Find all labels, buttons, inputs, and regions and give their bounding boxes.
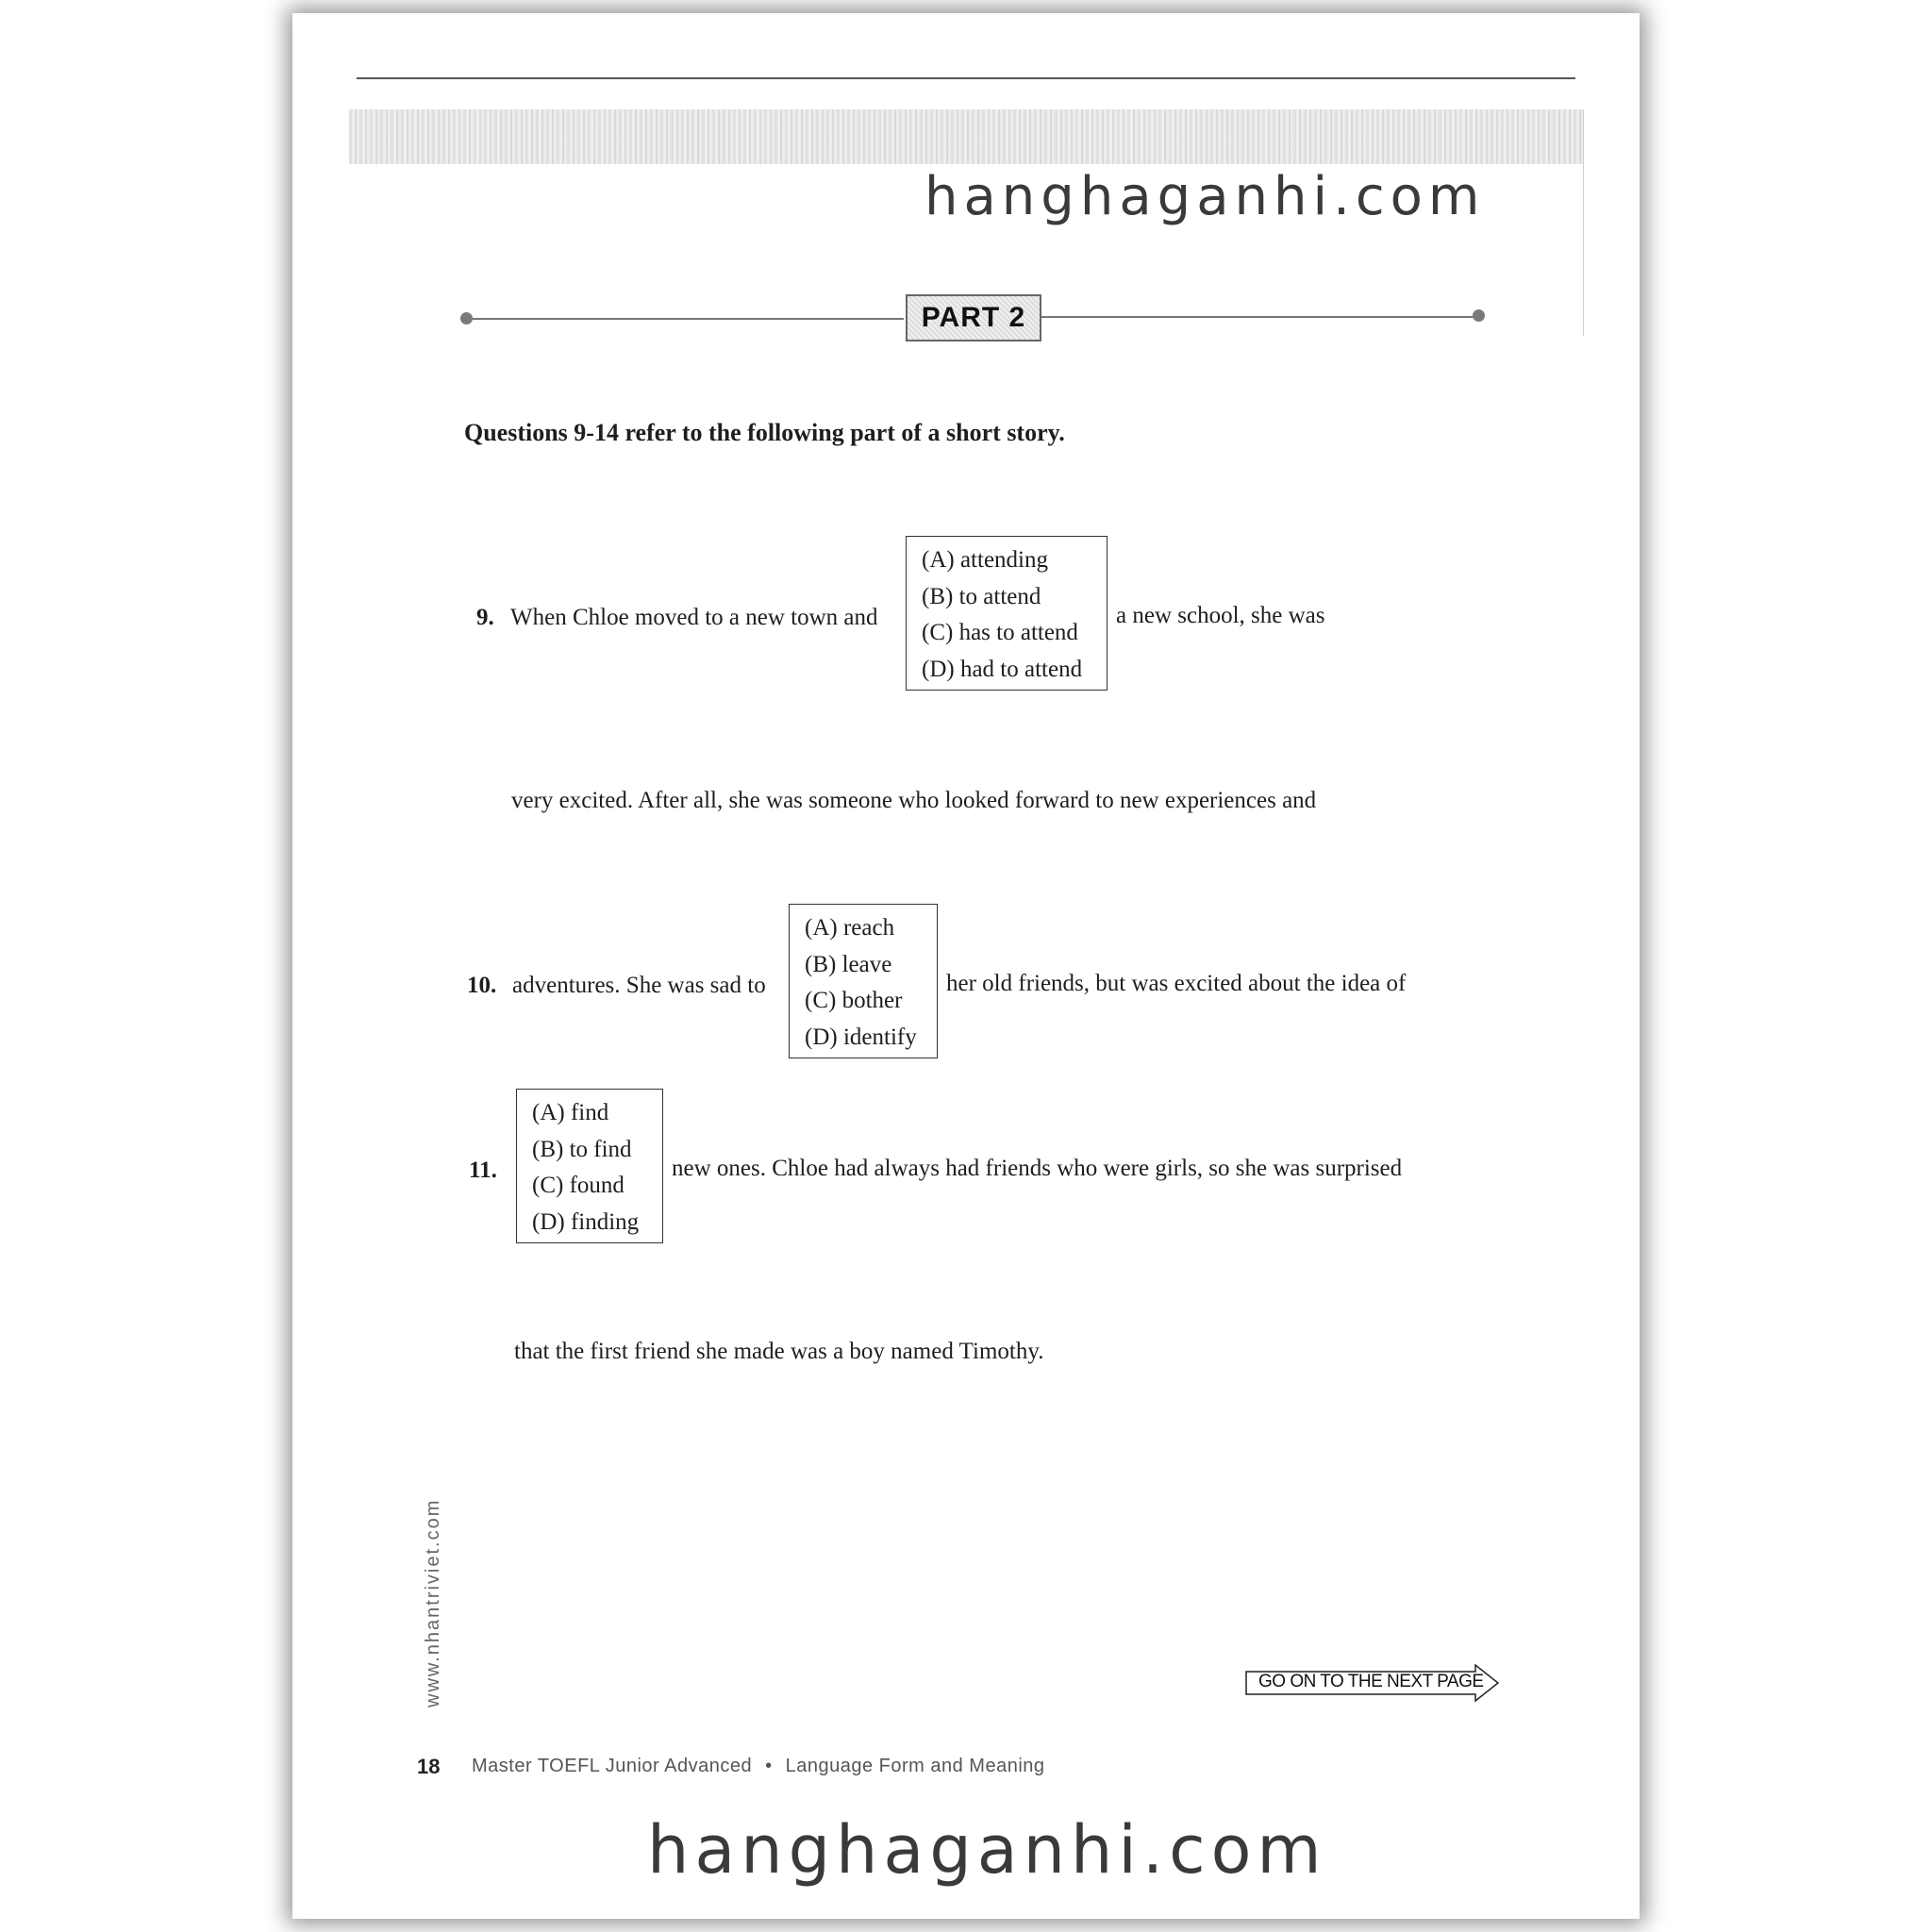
part-heading: PART 2 xyxy=(906,294,1041,341)
page-number: 18 xyxy=(417,1755,441,1778)
choice-10-c[interactable]: (C) bother xyxy=(805,988,903,1013)
part-divider-right xyxy=(1040,316,1479,318)
choice-10-a[interactable]: (A) reach xyxy=(805,915,895,941)
question-number-11: 11. xyxy=(469,1158,497,1183)
question-9-choices xyxy=(906,536,1108,691)
divider-dot-left xyxy=(460,312,473,325)
footer-bullet: • xyxy=(765,1756,773,1776)
header-band xyxy=(349,109,1583,164)
choice-9-c[interactable]: (C) has to attend xyxy=(922,620,1078,645)
divider-dot-right xyxy=(1473,309,1485,322)
footer-title xyxy=(472,1756,1045,1777)
side-url: www.nhantriviet.com xyxy=(423,1498,443,1707)
choice-11-c[interactable]: (C) found xyxy=(532,1173,625,1198)
continuation-line-1: very excited. After all, she was someone who looked forward to new experiences and xyxy=(511,788,1317,813)
question-10-text-before: adventures. She was sad to xyxy=(512,973,766,998)
instructions: Questions 9-14 refer to the following part of a short story. xyxy=(464,419,1065,446)
choice-9-a[interactable]: (A) attending xyxy=(922,547,1048,573)
next-page-label: GO ON TO THE NEXT PAGE xyxy=(1258,1672,1484,1691)
choice-9-d[interactable]: (D) had to attend xyxy=(922,656,1083,682)
question-11-choices xyxy=(516,1089,663,1243)
part-divider-left xyxy=(466,318,904,320)
watermark-top: hanghaganhi.com xyxy=(924,166,1486,227)
question-11-text-after: new ones. Chloe had always had friends who were girls, so she was surprised xyxy=(672,1156,1403,1181)
book-title: Master TOEFL Junior Advanced xyxy=(472,1756,753,1776)
choice-11-d[interactable]: (D) finding xyxy=(532,1208,640,1235)
question-number-10: 10. xyxy=(467,973,497,998)
choice-10-b[interactable]: (B) leave xyxy=(805,951,892,977)
question-9-text-after: a new school, she was xyxy=(1116,603,1325,628)
question-9-text-before: When Chloe moved to a new town and xyxy=(510,605,878,630)
top-rule xyxy=(357,77,1575,79)
question-number-9: 9. xyxy=(476,605,494,630)
choice-11-a[interactable]: (A) find xyxy=(532,1100,609,1125)
margin-line xyxy=(1583,109,1584,336)
watermark-bottom: hanghaganhi.com xyxy=(647,1811,1327,1889)
choice-10-d[interactable]: (D) identify xyxy=(805,1024,917,1050)
choice-9-b[interactable]: (B) to attend xyxy=(922,583,1041,609)
section-name: Language Form and Meaning xyxy=(785,1756,1045,1776)
continuation-line-2: that the first friend she made was a boy named Timothy. xyxy=(514,1339,1044,1364)
choice-11-b[interactable]: (B) to find xyxy=(532,1136,632,1162)
next-page-indicator xyxy=(1245,1664,1500,1702)
question-10-choices xyxy=(789,904,938,1058)
question-10-text-after: her old friends, but was excited about the idea of xyxy=(946,971,1407,996)
